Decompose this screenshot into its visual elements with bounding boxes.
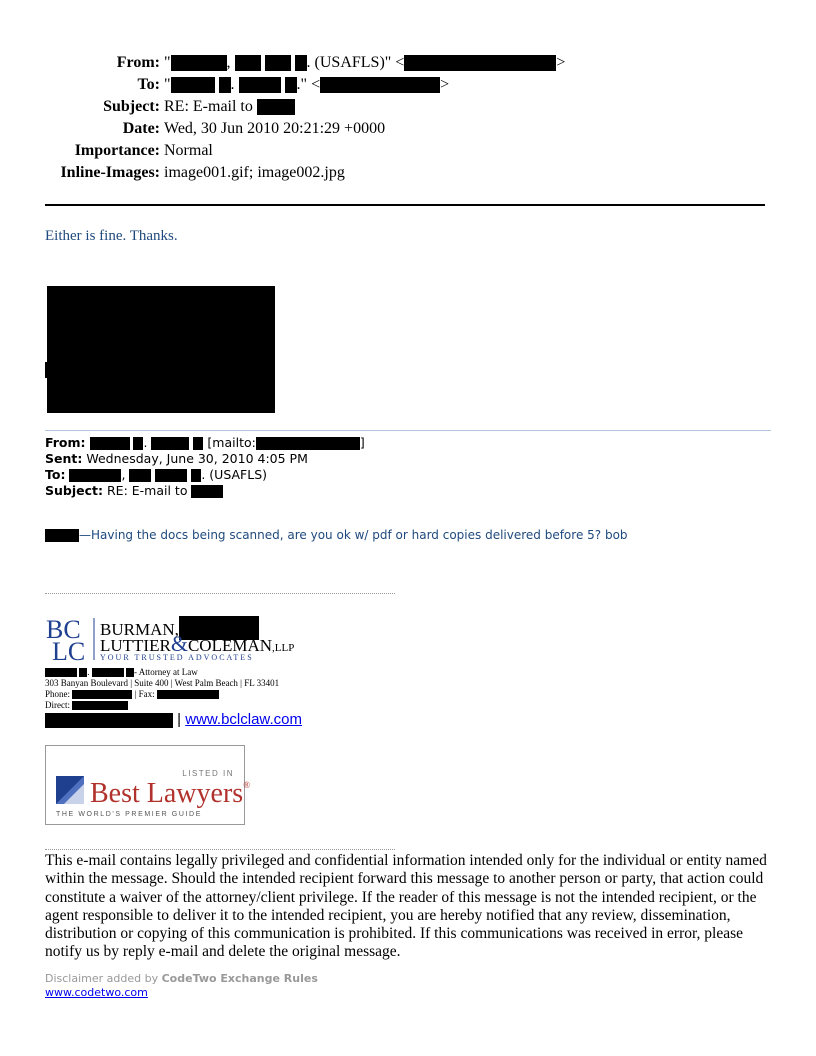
redaction	[235, 55, 261, 71]
disclaimer-separator	[45, 849, 395, 850]
redaction	[151, 437, 189, 450]
fwd-subject-value: RE: E-mail to	[106, 483, 188, 498]
from-label: From:	[116, 54, 160, 71]
best-lawyers-name	[90, 778, 250, 809]
website-separator: |	[177, 711, 182, 728]
best-lawyers-badge[interactable]	[45, 745, 251, 825]
header-inline-images-row	[0, 162, 816, 184]
fwd-subject-label: Subject:	[45, 483, 103, 498]
logo-initials-top: BC	[46, 615, 81, 644]
redaction	[45, 529, 79, 542]
redaction	[257, 99, 295, 115]
sig-direct-label: Direct:	[45, 700, 70, 710]
to-dot: .	[230, 76, 235, 93]
sig-phone-label: Phone:	[45, 689, 71, 699]
date-value: Wed, 30 Jun 2010 20:21:29 +0000	[164, 120, 386, 137]
reply-text: Either is fine. Thanks.	[45, 228, 178, 244]
header-divider	[45, 204, 765, 206]
redaction	[320, 77, 440, 93]
fwd-subject-row	[45, 483, 365, 499]
redaction	[265, 55, 291, 71]
logo-initials-bottom: LC	[52, 637, 86, 666]
from-comma: ,	[226, 54, 231, 71]
confidentiality-disclaimer: This e-mail contains legally privileged and confidential information intended only for the individual or entity named within the message. Should the intended recipient forward this message to another person or party, that action could constitute a waiver of the attorney/client privilege. If the reader of this message is not the intended recipient, or the agent responsible to deliver it to the intended recipient, you are hereby notified that any review, dissemination, distribution or copying of this communication is prohibited. If this communications was received in error, please notify us by reply e-mail and delete the original message.	[45, 852, 767, 961]
from-close: >	[556, 54, 566, 71]
subject-value	[164, 96, 295, 118]
logo-tagline: YOUR TRUSTED ADVOCATES	[100, 653, 254, 662]
fwd-sent-value: Wednesday, June 30, 2010 4:05 PM	[86, 451, 308, 466]
redaction	[171, 77, 215, 93]
date-label: Date:	[122, 120, 160, 137]
website-row	[45, 711, 302, 728]
redaction	[72, 701, 128, 710]
listed-in-text: LISTED IN	[182, 769, 234, 778]
redaction	[72, 690, 132, 699]
redaction	[191, 485, 223, 498]
website-link[interactable]: www.bclclaw.com	[185, 711, 302, 728]
codetwo-link[interactable]: www.codetwo.com	[45, 986, 148, 999]
from-org: . (USAFLS)" <	[306, 54, 405, 71]
header-date-row	[0, 118, 816, 140]
redaction	[92, 668, 124, 677]
logo-coleman: COLEMAN	[187, 636, 273, 655]
message-body-text: —Having the docs being scanned, are you ok w/ pdf or hard copies delivered before 5? bob	[79, 528, 628, 542]
header-importance-row	[0, 140, 816, 162]
sig-address: 303 Banyan Boulevard | Suite 400 | West Palm Beach | FL 33401	[45, 678, 280, 688]
redaction	[239, 77, 281, 93]
redaction	[171, 55, 227, 71]
redaction	[191, 469, 201, 482]
redaction	[193, 437, 203, 450]
logo-llp: ,LLP	[272, 642, 295, 654]
logo-ampersand: &	[170, 631, 188, 656]
best-lawyers-tagline: THE WORLD'S PREMIER GUIDE	[56, 811, 202, 818]
redaction	[133, 437, 143, 450]
inline-images-label: Inline-Images:	[60, 164, 160, 181]
signature-redaction	[47, 286, 275, 413]
redaction	[219, 77, 231, 93]
redaction	[79, 668, 87, 677]
redaction	[45, 713, 173, 728]
to-label: To:	[137, 76, 160, 93]
sig-phone-row	[45, 689, 279, 700]
message-body	[45, 528, 628, 542]
fwd-to-row: To: , . (USAFLS)	[45, 467, 268, 482]
fwd-to-value: . (USAFLS)	[201, 467, 268, 482]
inline-images-value: image001.gif; image002.jpg	[164, 164, 345, 181]
best-lawyers-reg: ®	[243, 780, 251, 790]
subject-text: RE: E-mail to	[164, 98, 253, 115]
to-value	[164, 74, 449, 96]
fwd-mailto-end: ]	[359, 435, 365, 450]
sig-name-row: . - Attorney at Law	[45, 667, 279, 678]
redaction	[155, 469, 187, 482]
header-to-row	[0, 74, 816, 96]
importance-value: Normal	[164, 142, 213, 159]
importance-label: Importance:	[74, 142, 160, 159]
redaction	[256, 437, 360, 450]
redaction	[285, 77, 297, 93]
sig-title: - Attorney at Law	[134, 667, 198, 677]
fwd-to-label: To:	[45, 467, 66, 482]
signature-block	[45, 667, 279, 711]
redaction	[295, 55, 307, 71]
redaction	[126, 668, 134, 677]
redaction	[69, 469, 121, 482]
to-mid: ." <	[296, 76, 321, 93]
redaction	[45, 668, 77, 677]
bclc-logo-graphic	[46, 615, 306, 666]
to-close: >	[440, 76, 450, 93]
header-subject-row	[0, 96, 816, 118]
from-value	[164, 52, 565, 74]
fwd-from-label: From:	[45, 435, 86, 450]
sig-direct-row	[45, 700, 279, 711]
to-quote: "	[164, 76, 171, 93]
forwarded-header	[45, 435, 365, 499]
fwd-from-row: From: . [mailto: ]	[45, 435, 365, 450]
codetwo-product: CodeTwo Exchange Rules	[161, 972, 318, 985]
fwd-sent-label: Sent:	[45, 451, 83, 466]
redaction	[157, 690, 219, 699]
from-quote: "	[164, 54, 171, 71]
logo-line1: BURMAN,	[100, 620, 179, 639]
sig-fax-label: | Fax:	[134, 689, 155, 699]
fwd-mailto: [mailto:	[207, 435, 256, 450]
redaction	[129, 469, 151, 482]
codetwo-footer	[45, 972, 318, 1000]
best-lawyers-icon	[56, 776, 84, 804]
best-lawyers-graphic	[46, 746, 251, 824]
redaction	[45, 362, 51, 378]
firm-logo	[46, 615, 306, 666]
header-from-row	[0, 52, 816, 74]
best-lawyers-name-text: Best Lawyers	[90, 778, 244, 809]
forward-divider	[45, 430, 771, 431]
subject-label: Subject:	[103, 98, 160, 115]
fwd-sent-row	[45, 451, 365, 467]
email-header	[0, 52, 816, 184]
codetwo-prefix: Disclaimer added by	[45, 972, 159, 985]
logo-luttier: LUTTIER	[100, 636, 171, 655]
redaction	[90, 437, 130, 450]
signature-separator	[45, 593, 395, 594]
redaction	[404, 55, 556, 71]
